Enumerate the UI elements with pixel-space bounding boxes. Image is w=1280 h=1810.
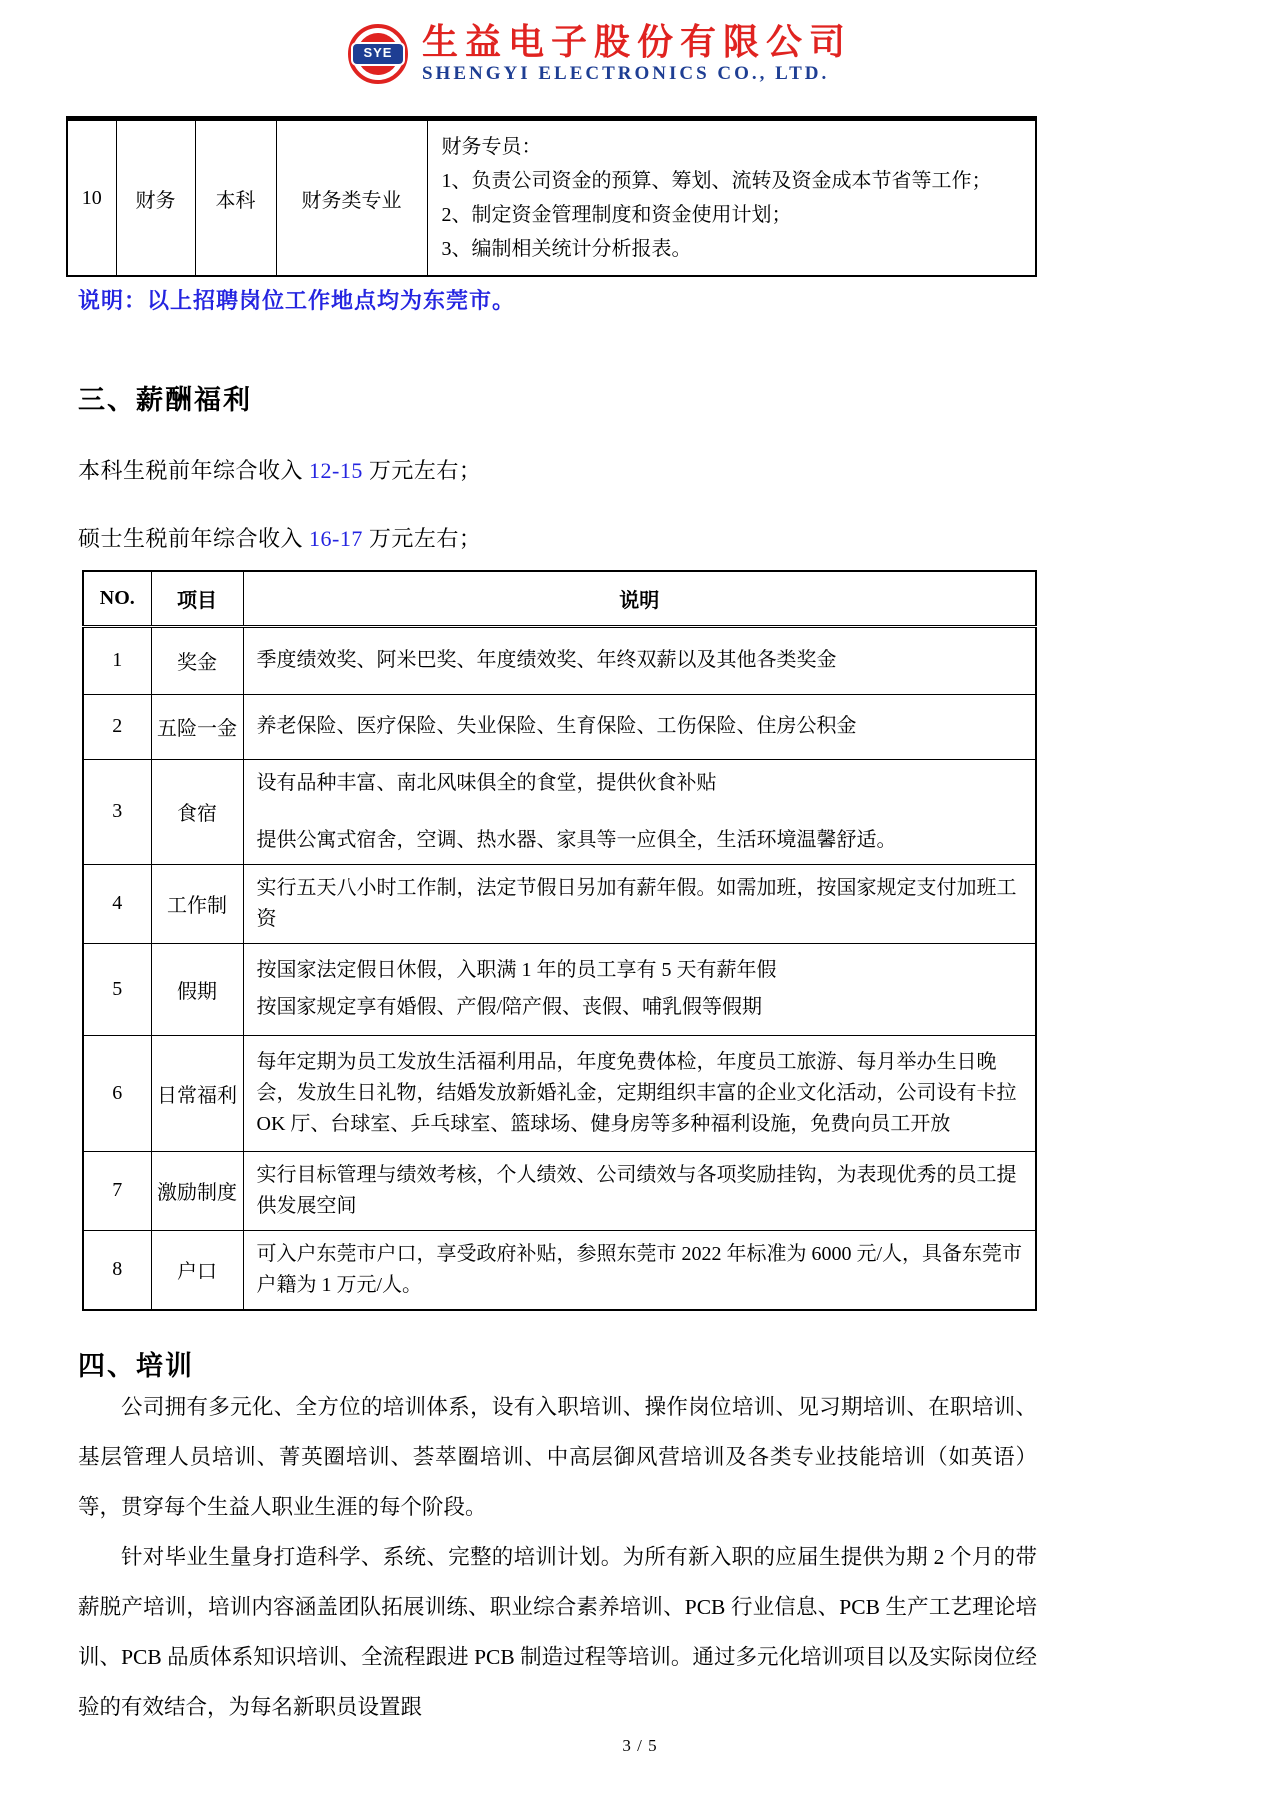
benefits-row-item: 假期 — [151, 943, 243, 1035]
benefits-row-desc — [243, 694, 1036, 759]
benefits-table-body — [83, 626, 1036, 1310]
logo-circle-icon — [348, 24, 408, 84]
position-major-cell: 财务类专业 — [276, 119, 427, 277]
benefits-row-no: 3 — [83, 759, 151, 864]
benefits-row-item: 工作制 — [151, 864, 243, 943]
benefits-desc-paragraph: 养老保险、医疗保险、失业保险、生育保险、工伤保险、住房公积金 — [256, 715, 857, 737]
benefits-row-item: 五险一金 — [151, 694, 243, 759]
location-note: 说明：以上招聘岗位工作地点均为东莞市。 — [78, 288, 516, 313]
benefits-table-header-row — [83, 571, 1036, 626]
position-desc-items — [442, 164, 1028, 266]
benefits-table-row — [83, 626, 1036, 694]
salary-line-master-value: 16-17 — [309, 526, 363, 551]
benefits-row-item: 激励制度 — [151, 1151, 243, 1230]
benefits-row-desc — [243, 626, 1036, 694]
page-number: 3 / 5 — [622, 1736, 658, 1755]
benefits-row-no: 5 — [83, 943, 151, 1035]
benefits-table-row — [83, 1035, 1036, 1151]
salary-line-bachelor-suffix: 万元左右； — [362, 458, 482, 483]
benefits-desc-paragraph: 按国家法定假日休假，入职满 1 年的员工享有 5 天有薪年假 — [256, 959, 777, 981]
position-desc-item: 1、负责公司资金的预算、筹划、流转及资金成本节省等工作； — [441, 170, 992, 192]
benefits-row-desc — [243, 864, 1036, 943]
benefits-desc-paragraph: 季度绩效奖、阿米巴奖、年度绩效奖、年终双薪以及其他各类奖金 — [256, 649, 837, 671]
benefits-row-item: 户口 — [151, 1230, 243, 1310]
logo-sye-badge: SYE — [351, 42, 405, 66]
salary-line-bachelor — [78, 454, 481, 485]
training-paragraph: 针对毕业生量身打造科学、系统、完整的培训计划。为所有新入职的应届生提供为期 2 个月的带薪脱产培训，培训内容涵盖团队拓展训练、职业综合素养培训、PCB 行业信息、PCB 生产工艺理论培训、PCB 品质体系知识培训、全流程跟进 PCB 制造过程等培训。通过多元化培训项目以及实际岗位经验的有效结合，为每名新职员设置跟 — [78, 1545, 1037, 1719]
page-header — [0, 22, 1280, 86]
benefits-row-no: 2 — [83, 694, 151, 759]
benefits-table-row — [83, 759, 1036, 864]
positions-table-row — [67, 119, 1036, 277]
salary-line-master — [78, 522, 481, 553]
benefits-row-desc — [243, 943, 1036, 1035]
benefits-table-row — [83, 694, 1036, 759]
benefits-row-no: 7 — [83, 1151, 151, 1230]
benefits-row-desc — [243, 759, 1036, 864]
benefits-column-header: 说明 — [243, 571, 1036, 626]
benefits-row-no: 8 — [83, 1230, 151, 1310]
benefits-row-no: 1 — [83, 626, 151, 694]
benefits-row-desc — [243, 1230, 1036, 1310]
benefits-row-desc — [243, 1035, 1036, 1151]
benefits-desc-paragraph: 按国家规定享有婚假、产假/陪产假、丧假、哺乳假等假期 — [256, 996, 763, 1018]
benefits-table-row — [83, 943, 1036, 1035]
benefits-column-header: 项目 — [151, 571, 243, 626]
position-desc-item: 2、制定资金管理制度和资金使用计划； — [441, 204, 792, 226]
benefits-desc-paragraph: 可入户东莞市户口，享受政府补贴，参照东莞市 2022 年标准为 6000 元/人，具备东莞市户籍为 1 万元/人。 — [256, 1242, 1023, 1296]
training-paragraphs — [78, 1382, 1037, 1732]
benefits-desc-paragraph: 每年定期为员工发放生活福利用品，年度免费体检，年度员工旅游、每月举办生日晚会，发放生日礼物，结婚发放新婚礼金，定期组织丰富的企业文化活动，公司设有卡拉 OK 厅、台球室、乒乓球室、篮球场、健身房等多种福利设施，免费向员工开放 — [256, 1050, 1017, 1135]
company-logo — [348, 22, 852, 86]
salary-line-master-prefix: 硕士生税前年综合收入 — [78, 526, 310, 551]
benefits-desc-paragraph: 设有品种丰富、南北风味俱全的食堂，提供伙食补贴 — [256, 771, 717, 794]
benefits-row-desc — [243, 1151, 1036, 1230]
training-paragraph: 公司拥有多元化、全方位的培训体系，设有入职培训、操作岗位培训、见习期培训、在职培训、基层管理人员培训、菁英圈培训、荟萃圈培训、中高层御风营培训及各类专业技能培训（如英语）等，贯穿每个生益人职业生涯的每个阶段。 — [78, 1395, 1037, 1519]
benefits-desc-paragraph: 实行目标管理与绩效考核，个人绩效、公司绩效与各项奖励挂钩，为表现优秀的员工提供发展空间 — [256, 1163, 1017, 1217]
benefits-row-item: 日常福利 — [151, 1035, 243, 1151]
section-title-training: 四、培训 — [78, 1351, 194, 1381]
company-name-block — [422, 22, 852, 86]
position-desc-title: 财务专员： — [441, 136, 542, 158]
benefits-column-header: NO. — [83, 571, 151, 626]
benefits-table-row — [83, 864, 1036, 943]
salary-line-bachelor-value: 12-15 — [309, 458, 363, 483]
position-desc-item: 3、编制相关统计分析报表。 — [441, 238, 692, 260]
positions-table — [66, 116, 1037, 277]
benefits-table-row — [83, 1230, 1036, 1310]
benefits-desc-paragraph: 实行五天八小时工作制，法定节假日另加有薪年假。如需加班，按国家规定支付加班工资 — [256, 876, 1017, 930]
position-degree-cell: 本科 — [195, 119, 276, 277]
salary-line-bachelor-prefix: 本科生税前年综合收入 — [78, 458, 310, 483]
salary-line-master-suffix: 万元左右； — [362, 526, 482, 551]
benefits-row-item: 食宿 — [151, 759, 243, 864]
position-no-cell: 10 — [67, 119, 116, 277]
company-name-english: SHENGYI ELECTRONICS CO., LTD. — [421, 63, 830, 84]
benefits-row-item: 奖金 — [151, 626, 243, 694]
benefits-row-no: 6 — [83, 1035, 151, 1151]
benefits-desc-paragraph: 提供公寓式宿舍，空调、热水器、家具等一应俱全，生活环境温馨舒适。 — [256, 828, 897, 851]
position-dept-cell: 财务 — [116, 119, 195, 277]
benefits-row-no: 4 — [83, 864, 151, 943]
company-name-chinese: 生益电子股份有限公司 — [421, 22, 852, 62]
benefits-table-row — [83, 1151, 1036, 1230]
benefits-table — [82, 570, 1037, 1311]
position-desc-cell — [427, 119, 1036, 277]
section-title-salary: 三、薪酬福利 — [78, 385, 252, 415]
